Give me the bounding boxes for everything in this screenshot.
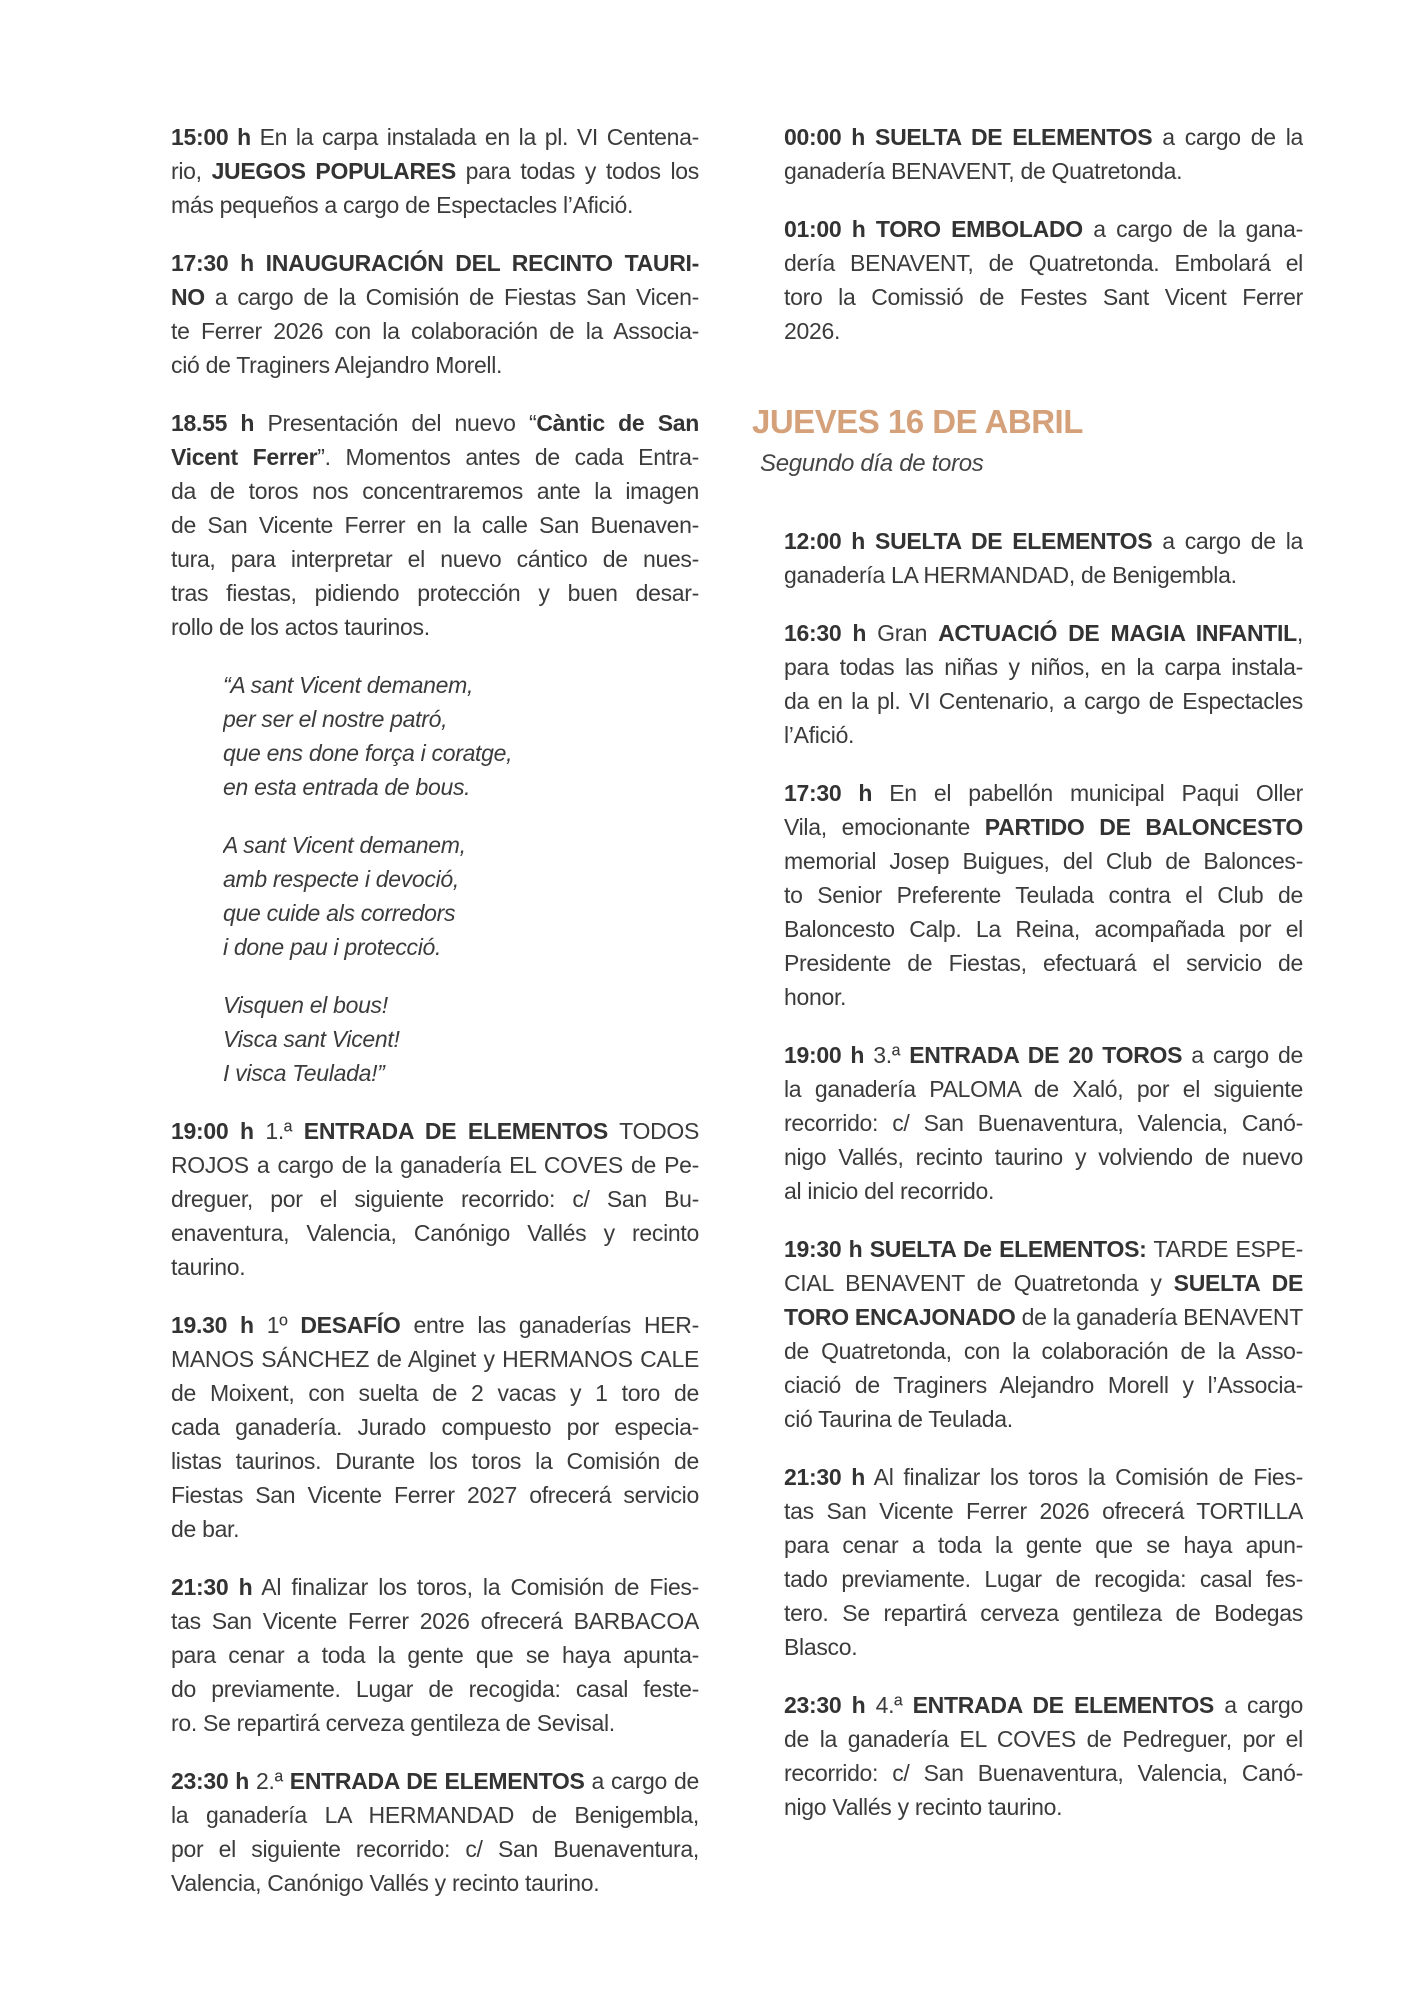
event-paragraph — [171, 1764, 699, 1900]
text-line: ro. Se repartirá cerveza gentileza de Sevisal. — [171, 1710, 615, 1736]
text-line: más pequeños a cargo de Espectacles l’Afició. — [171, 192, 634, 218]
text-line: MANOS SÁNCHEZ de Alginet y HERMANOS CALE — [171, 1346, 699, 1372]
event-paragraph — [784, 524, 1303, 592]
text-line: 19:30 h SUELTA De ELEMENTOS: TARDE ESPE- — [784, 1236, 1303, 1262]
text-line: 21:30 h Al finalizar los toros, la Comisión de Fies- — [171, 1574, 699, 1600]
text-line: tura, para interpretar el nuevo cántico de nues- — [171, 546, 699, 572]
text-line: toro la Comissió de Festes Sant Vicent Ferrer — [784, 284, 1303, 310]
text-line: de San Vicente Ferrer en la calle San Buenaven- — [171, 512, 699, 538]
day-title: JUEVES 16 DE ABRIL — [752, 403, 1083, 440]
text-line: do previamente. Lugar de recogida: casal feste- — [171, 1676, 699, 1702]
text-line: para cenar a toda la gente que se haya apunta- — [171, 1642, 699, 1668]
text-line: tado previamente. Lugar de recogida: casal fes- — [784, 1566, 1303, 1592]
text-line: Fiestas San Vicente Ferrer 2027 ofrecerá servicio — [171, 1482, 699, 1508]
text-line: Visca sant Vicent! — [223, 1026, 400, 1052]
text-line: 19:00 h 3.ª ENTRADA DE 20 TOROS a cargo de — [784, 1042, 1303, 1068]
text-line: da de toros nos concentraremos ante la imagen — [171, 478, 699, 504]
left-column — [171, 120, 699, 1924]
text-line: 16:30 h Gran ACTUACIÓ DE MAGIA INFANTIL, — [784, 620, 1303, 646]
text-line: 00:00 h SUELTA DE ELEMENTOS a cargo de la — [784, 124, 1303, 150]
text-line: to Senior Preferente Teulada contra el Club de — [784, 882, 1303, 908]
text-line: Valencia, Canónigo Vallés y recinto taurino. — [171, 1870, 600, 1896]
event-paragraph — [171, 1114, 699, 1284]
event-paragraph — [784, 1232, 1303, 1436]
text-line: i done pau i protecció. — [223, 934, 442, 960]
text-line: Presidente de Fiestas, efectuará el servicio de — [784, 950, 1303, 976]
text-line: ció de Traginers Alejandro Morell. — [171, 352, 503, 378]
text-line: “A sant Vicent demanem, — [223, 672, 474, 698]
text-line: 19:00 h 1.ª ENTRADA DE ELEMENTOS TODOS — [171, 1118, 699, 1144]
event-paragraph — [171, 406, 699, 644]
event-paragraph — [784, 1460, 1303, 1664]
text-line: ganadería LA HERMANDAD, de Benigembla. — [784, 562, 1237, 588]
text-line: la ganadería LA HERMANDAD de Benigembla, — [171, 1802, 699, 1828]
text-line: Baloncesto Calp. La Reina, acompañada por el — [784, 916, 1303, 942]
text-line: enaventura, Valencia, Canónigo Vallés y recinto — [171, 1220, 699, 1246]
text-line: 23:30 h 2.ª ENTRADA DE ELEMENTOS a cargo de — [171, 1768, 699, 1794]
text-line: honor. — [784, 984, 847, 1010]
text-line: de bar. — [171, 1516, 240, 1542]
text-line: por el siguiente recorrido: c/ San Buenaventura, — [171, 1836, 699, 1862]
text-line: memorial Josep Buigues, del Club de Balonces- — [784, 848, 1303, 874]
text-line: nigo Vallés, recinto taurino y volviendo de nuevo — [784, 1144, 1303, 1170]
text-line: A sant Vicent demanem, — [223, 832, 466, 858]
text-line: para todas las niñas y niños, en la carpa instala- — [784, 654, 1303, 680]
text-line: recorrido: c/ San Buenaventura, Valencia, Canó- — [784, 1110, 1303, 1136]
text-line: tas San Vicente Ferrer 2026 ofrecerá BARBACOA — [171, 1608, 699, 1634]
event-paragraph — [784, 120, 1303, 188]
text-line: de la ganadería EL COVES de Pedreguer, por el — [784, 1726, 1303, 1752]
day-subtitle: Segundo día de toros — [760, 450, 984, 477]
text-line: te Ferrer 2026 con la colaboración de la Associa- — [171, 318, 699, 344]
right-column — [752, 120, 1303, 1848]
text-line: 2026. — [784, 318, 841, 344]
text-line: Vicent Ferrer”. Momentos antes de cada Entra- — [171, 444, 699, 470]
text-line: ROJOS a cargo de la ganadería EL COVES de Pe- — [171, 1152, 699, 1178]
verse-stanza — [223, 828, 699, 964]
text-line: de Moixent, con suelta de 2 vacas y 1 toro de — [171, 1380, 699, 1406]
text-line: 18.55 h Presentación del nuevo “Càntic de San — [171, 410, 699, 436]
text-line: ganadería BENAVENT, de Quatretonda. — [784, 158, 1183, 184]
text-line: cada ganadería. Jurado compuesto por especia- — [171, 1414, 699, 1440]
text-line: 23:30 h 4.ª ENTRADA DE ELEMENTOS a cargo — [784, 1692, 1303, 1718]
event-paragraph — [171, 120, 699, 222]
event-paragraph — [784, 776, 1303, 1014]
text-line: 17:30 h En el pabellón municipal Paqui Oller — [784, 780, 1303, 806]
text-line: dreguer, por el siguiente recorrido: c/ San Bu- — [171, 1186, 699, 1212]
text-line: rio, JUEGOS POPULARES para todas y todos los — [171, 158, 699, 184]
text-line: 21:30 h Al finalizar los toros la Comisión de Fies- — [784, 1464, 1303, 1490]
text-line: recorrido: c/ San Buenaventura, Valencia, Canó- — [784, 1760, 1303, 1786]
text-line: 15:00 h En la carpa instalada en la pl. VI Centena- — [171, 124, 699, 150]
text-line: nigo Vallés y recinto taurino. — [784, 1794, 1063, 1820]
text-line: 17:30 h INAUGURACIÓN DEL RECINTO TAURI- — [171, 250, 699, 276]
event-paragraph — [784, 212, 1303, 348]
text-line: tas San Vicente Ferrer 2026 ofrecerá TORTILLA — [784, 1498, 1303, 1524]
text-line: tras fiestas, pidiendo protección y buen desar- — [171, 580, 699, 606]
text-line: CIAL BENAVENT de Quatretonda y SUELTA DE — [784, 1270, 1303, 1296]
text-line: I visca Teulada!” — [223, 1060, 385, 1086]
text-line: amb respecte i devoció, — [223, 866, 460, 892]
event-paragraph — [784, 1038, 1303, 1208]
event-paragraph — [171, 246, 699, 382]
text-line: Visquen el bous! — [223, 992, 388, 1018]
text-line: de Quatretonda, con la colaboración de la Asso- — [784, 1338, 1303, 1364]
text-line: rollo de los actos taurinos. — [171, 614, 430, 640]
text-line: en esta entrada de bous. — [223, 774, 471, 800]
text-line: Blasco. — [784, 1634, 858, 1660]
verse-stanza — [223, 988, 699, 1090]
verse-stanza — [223, 668, 699, 804]
text-line: que cuide als corredors — [223, 900, 456, 926]
text-line: NO a cargo de la Comisión de Fiestas San Vicen- — [171, 284, 699, 310]
event-paragraph — [171, 1570, 699, 1740]
event-paragraph — [784, 1688, 1303, 1824]
text-line: da en la pl. VI Centenario, a cargo de Espectacles — [784, 688, 1303, 714]
text-line: 01:00 h TORO EMBOLADO a cargo de la gana- — [784, 216, 1303, 242]
day-heading — [752, 400, 1303, 480]
text-line: dería BENAVENT, de Quatretonda. Embolará el — [784, 250, 1303, 276]
text-line: taurino. — [171, 1254, 246, 1280]
text-line: que ens done força i coratge, — [223, 740, 513, 766]
text-line: Vila, emocionante PARTIDO DE BALONCESTO — [784, 814, 1303, 840]
text-line: 12:00 h SUELTA DE ELEMENTOS a cargo de la — [784, 528, 1303, 554]
text-line: per ser el nostre patró, — [223, 706, 448, 732]
text-line: ció Taurina de Teulada. — [784, 1406, 1013, 1432]
text-line: tero. Se repartirá cerveza gentileza de Bodegas — [784, 1600, 1303, 1626]
text-line: 19.30 h 1º DESAFÍO entre las ganaderías HER- — [171, 1312, 699, 1338]
text-line: la ganadería PALOMA de Xaló, por el siguiente — [784, 1076, 1303, 1102]
text-line: para cenar a toda la gente que se haya apun- — [784, 1532, 1303, 1558]
event-paragraph — [784, 616, 1303, 752]
text-line: ciació de Traginers Alejandro Morell y l’Associa- — [784, 1372, 1303, 1398]
text-line: al inicio del recorrido. — [784, 1178, 995, 1204]
event-paragraph — [171, 1308, 699, 1546]
text-line: listas taurinos. Durante los toros la Comisión de — [171, 1448, 699, 1474]
text-line: l’Afició. — [784, 722, 855, 748]
text-line: TORO ENCAJONADO de la ganadería BENAVENT — [784, 1304, 1303, 1330]
